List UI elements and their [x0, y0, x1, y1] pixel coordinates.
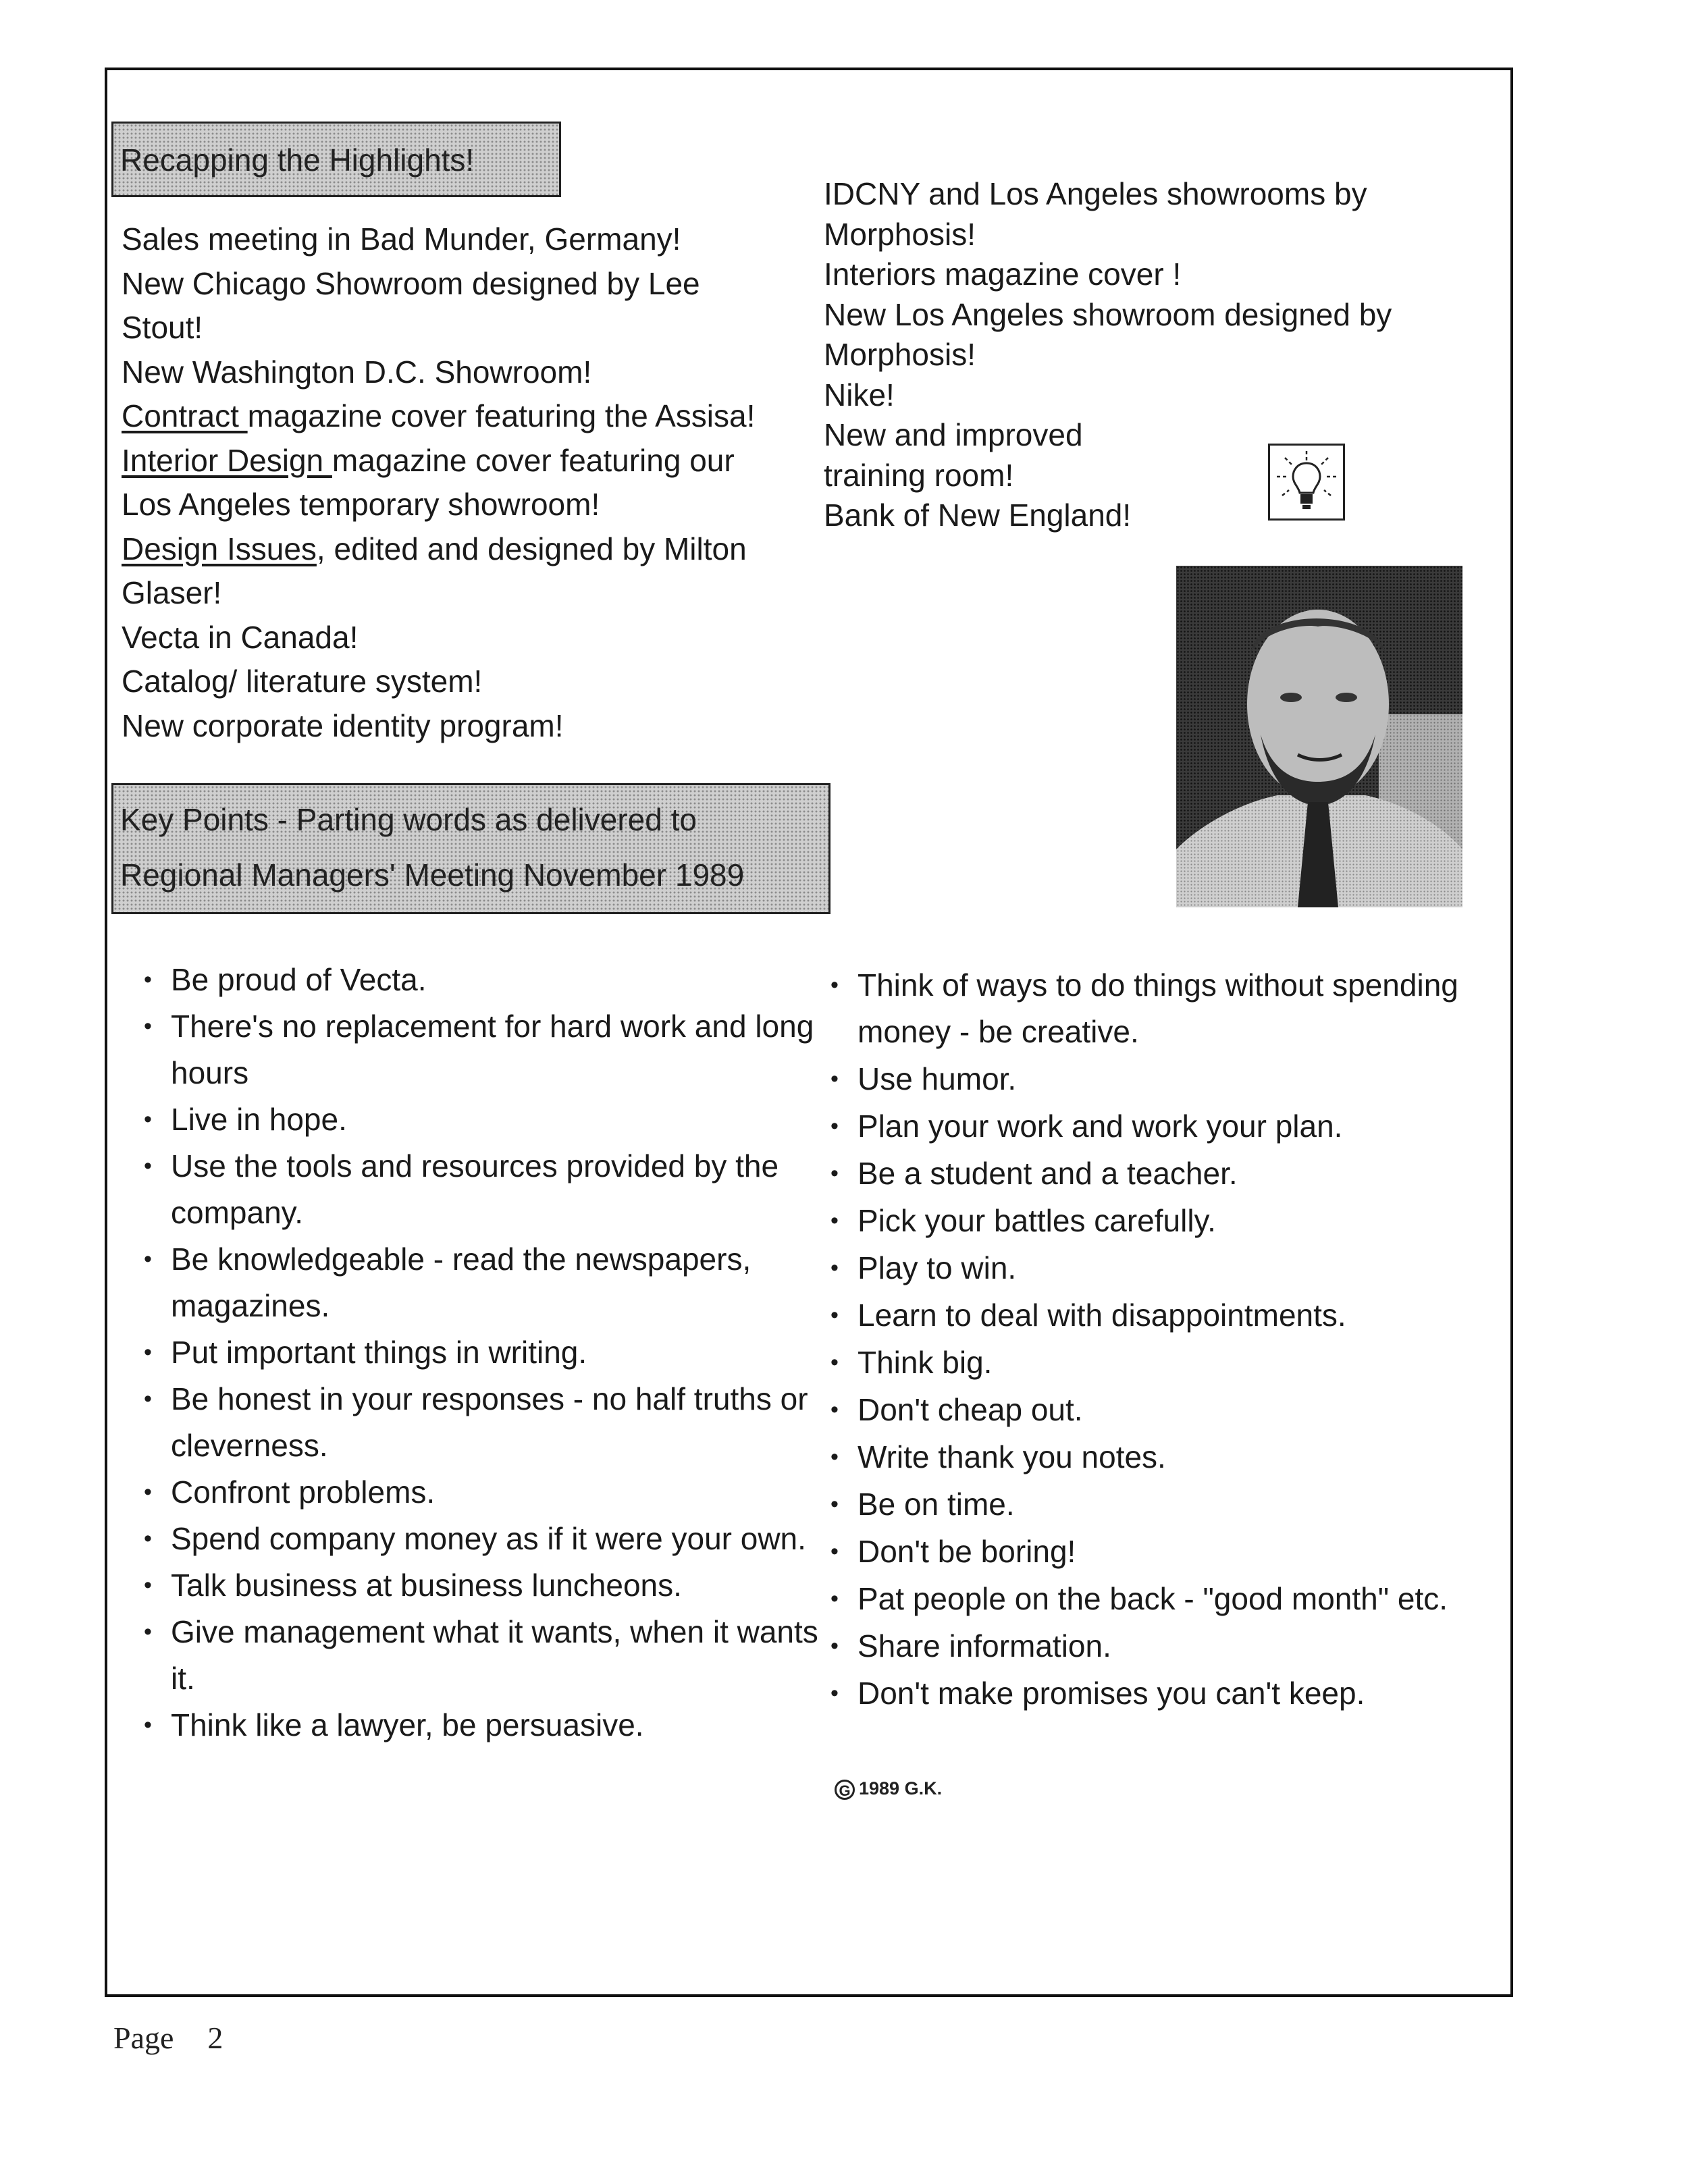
highlight-line: [122, 660, 817, 704]
highlight-line: [122, 571, 817, 616]
highlight-line: Interiors magazine cover !: [824, 257, 1182, 292]
highlight-line: New and improved: [824, 417, 1083, 452]
highlight-text: Vecta in Canada!: [122, 619, 359, 655]
key-point-item: • Be proud of Vecta.: [144, 957, 819, 1003]
highlight-line: New Los Angeles showroom designed by: [824, 296, 1392, 332]
highlights-left-column: [122, 217, 817, 748]
key-points-heading-line2: Regional Managers' Meeting November 1989: [120, 857, 745, 893]
highlights-heading-text: Recapping the Highlights!: [120, 142, 475, 178]
key-point-item: • Be on time.: [830, 1481, 1506, 1528]
key-point-item: • Live in hope.: [144, 1096, 819, 1143]
highlight-text: Catalog/ literature system!: [122, 664, 483, 699]
copyright-text: 1989 G.K.: [859, 1778, 943, 1799]
highlight-line: [122, 439, 817, 483]
highlight-line: [122, 616, 817, 660]
highlight-text: Stout!: [122, 310, 203, 345]
page-label: Page: [113, 2021, 174, 2055]
highlights-heading: [111, 122, 561, 197]
key-point-item: • Be a student and a teacher.: [830, 1150, 1506, 1197]
portrait-photo: [1176, 566, 1462, 907]
key-point-item: • Don't make promises you can't keep.: [830, 1670, 1506, 1717]
key-points-left-list: [144, 957, 819, 1749]
key-point-item: • Think big.: [830, 1339, 1506, 1386]
publication-title: Contract: [122, 398, 248, 433]
page-footer: [113, 2020, 257, 2056]
key-point-item: • Use the tools and resources provided by the company.: [144, 1143, 819, 1236]
key-point-item: • Write thank you notes.: [830, 1434, 1506, 1481]
key-point-item: • Be knowledgeable - read the newspapers, magazines.: [144, 1236, 819, 1329]
highlight-line: [122, 704, 817, 749]
page-number: 2: [207, 2021, 223, 2055]
highlight-line: [122, 483, 817, 527]
highlight-line: Bank of New England!: [824, 498, 1132, 533]
highlight-text: Glaser!: [122, 575, 222, 610]
key-points-right-list: [830, 962, 1506, 1717]
key-point-item: • Plan your work and work your plan.: [830, 1103, 1506, 1150]
highlight-text: New Washington D.C. Showroom!: [122, 354, 592, 390]
key-point-item: • Think like a lawyer, be persuasive.: [144, 1702, 819, 1749]
key-points-heading-line1: Key Points - Parting words as delivered to: [120, 802, 697, 837]
highlight-text: Los Angeles temporary showroom!: [122, 487, 600, 522]
key-point-item: • Share information.: [830, 1623, 1506, 1670]
highlight-line: Morphosis!: [824, 216, 976, 252]
key-points-heading: [111, 783, 830, 914]
publication-title: Design Issues: [122, 531, 317, 566]
highlight-line: Nike!: [824, 377, 895, 412]
highlight-text: magazine cover featuring our: [332, 442, 735, 478]
highlight-text: Sales meeting in Bad Munder, Germany!: [122, 221, 681, 257]
highlight-line: Morphosis!: [824, 337, 976, 372]
highlight-line: [122, 217, 817, 262]
highlight-text: New corporate identity program!: [122, 708, 564, 743]
highlight-text: New Chicago Showroom designed by Lee: [122, 265, 700, 301]
key-point-item: • Put important things in writing.: [144, 1329, 819, 1376]
copyright-symbol: G: [835, 1780, 855, 1800]
key-point-item: • There's no replacement for hard work and long hours: [144, 1003, 819, 1096]
publication-title: Interior Design: [122, 442, 332, 478]
highlight-line: [122, 394, 817, 439]
highlight-line: [122, 262, 817, 307]
key-point-item: • Give management what it wants, when it wants it.: [144, 1609, 819, 1702]
highlight-line: training room!: [824, 457, 1014, 493]
highlight-line: [122, 350, 817, 395]
key-point-item: • Don't be boring!: [830, 1528, 1506, 1575]
key-point-item: • Play to win.: [830, 1245, 1506, 1291]
highlight-line: IDCNY and Los Angeles showrooms by: [824, 176, 1367, 211]
key-point-item: • Be honest in your responses - no half truths or cleverness.: [144, 1376, 819, 1469]
key-point-item: • Spend company money as if it were your own.: [144, 1516, 819, 1562]
highlight-text: magazine cover featuring the Assisa!: [247, 398, 756, 433]
key-point-item: • Pick your battles carefully.: [830, 1198, 1506, 1244]
key-point-item: • Think of ways to do things without spending money - be creative.: [830, 962, 1506, 1055]
copyright-notice: [835, 1778, 942, 1800]
highlight-line: [122, 306, 817, 350]
lightbulb-icon: [1268, 444, 1345, 521]
key-point-item: • Learn to deal with disappointments.: [830, 1292, 1506, 1339]
key-point-item: • Talk business at business luncheons.: [144, 1562, 819, 1609]
highlight-line: [122, 527, 817, 572]
key-point-item: • Don't cheap out.: [830, 1387, 1506, 1433]
highlight-text: , edited and designed by Milton: [316, 531, 747, 566]
highlights-right-column: [824, 174, 1499, 536]
key-point-item: • Use humor.: [830, 1056, 1506, 1102]
key-point-item: • Confront problems.: [144, 1469, 819, 1516]
key-point-item: • Pat people on the back - "good month" etc.: [830, 1576, 1506, 1622]
